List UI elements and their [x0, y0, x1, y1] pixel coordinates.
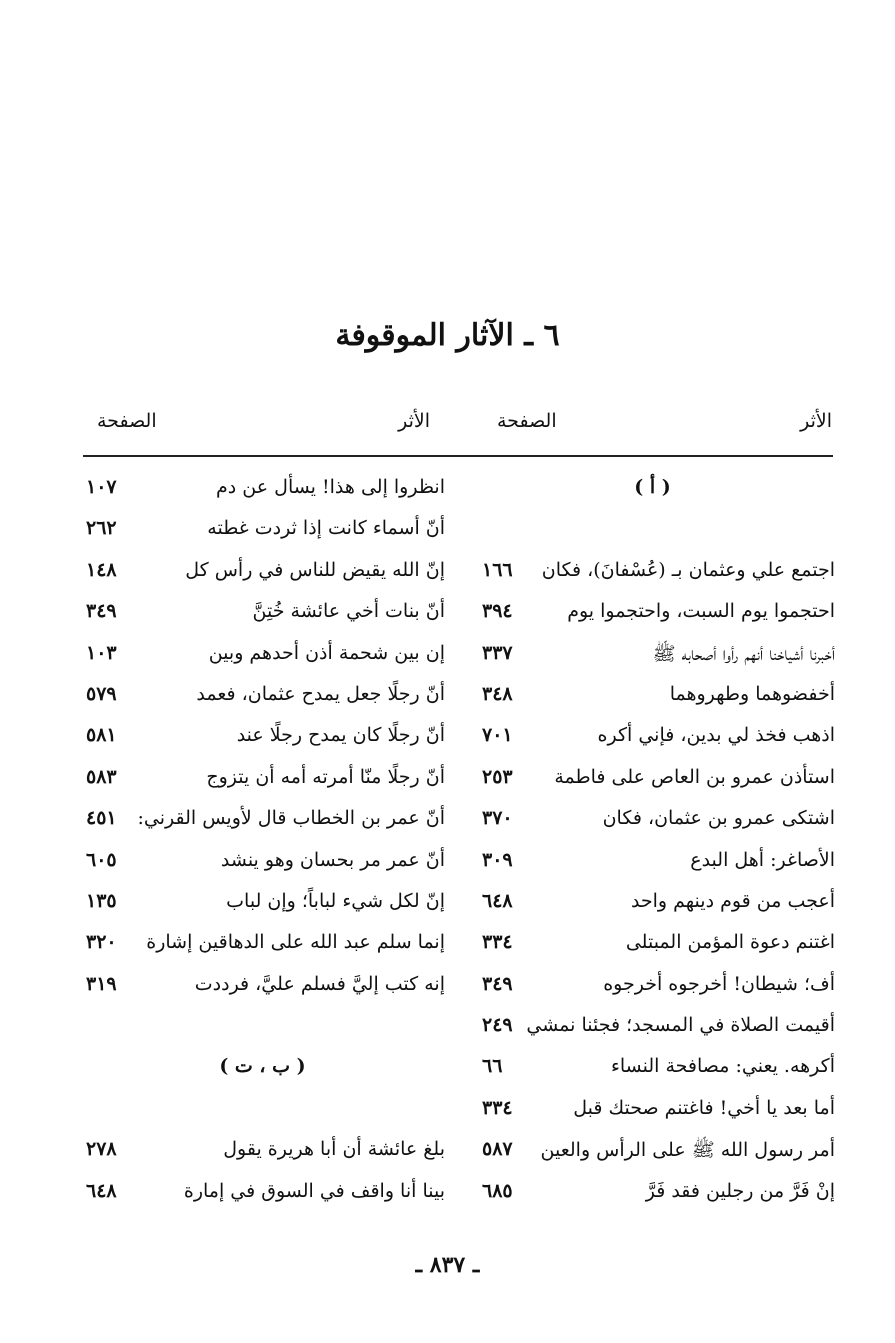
athar-text: بلغ عائشة أن أبا هريرة يقول — [223, 1138, 445, 1161]
page-title: ٦ ـ الآثار الموقوفة — [335, 318, 560, 353]
index-entry — [80, 594, 445, 635]
athar-text: أكرهه. يعني: مصافحة النساء — [610, 1055, 835, 1078]
athar-text: أقيمت الصلاة في المسجد؛ فجئنا نمشي — [526, 1014, 835, 1037]
page-ref: ٥٨١ — [86, 724, 117, 747]
index-entry — [80, 884, 445, 925]
index-entry — [470, 843, 835, 884]
index-entry — [80, 1132, 445, 1173]
index-entry — [80, 760, 445, 801]
index-entry — [470, 1008, 835, 1049]
page-ref: ٣٣٧ — [482, 641, 513, 664]
page-ref: ٣٩٤ — [482, 600, 513, 623]
blank-row — [80, 1008, 445, 1049]
header-right-athar: الأثر — [800, 410, 832, 432]
athar-text: إنّ لكل شيء لباباً؛ وإن لباب — [226, 889, 445, 912]
page-ref: ٣٠٩ — [482, 848, 513, 871]
page-number: ـ ٨٣٧ ـ — [415, 1252, 480, 1278]
index-entry — [470, 760, 835, 801]
letter-heading-row — [470, 470, 835, 511]
page-ref: ٣٧٠ — [482, 807, 513, 830]
index-entry — [80, 801, 445, 842]
index-entry — [80, 677, 445, 718]
page-ref: ٣٤٨ — [482, 682, 513, 705]
athar-text: إنما سلم عبد الله على الدهاقين إشارة — [146, 931, 445, 954]
letter-heading: ( ب ، ت ) — [219, 1055, 306, 1078]
athar-text: اشتكى عمرو بن عثمان، فكان — [602, 807, 835, 830]
athar-text: انظروا إلى هذا! يسأل عن دم — [216, 476, 445, 498]
index-entry — [80, 553, 445, 594]
index-entry — [80, 925, 445, 966]
page-ref: ٣٤٩ — [482, 972, 513, 995]
index-entry — [470, 594, 835, 635]
athar-text: أنّ عمر بن الخطاب قال لأويس القرني: — [137, 807, 445, 830]
index-entry — [470, 1049, 835, 1090]
index-entry — [470, 553, 835, 594]
page-ref: ٥٧٩ — [86, 682, 117, 705]
letter-heading: ( أ ) — [634, 476, 671, 498]
index-entry — [470, 1091, 835, 1132]
athar-text: أنّ رجلًا جعل يمدح عثمان، فعمد — [196, 682, 445, 705]
page-ref: ٣٤٩ — [86, 600, 117, 623]
athar-text: أنّ رجلًا منّا أمرته أمه أن يتزوج — [206, 765, 445, 788]
athar-text: استأذن عمرو بن العاص على فاطمة — [554, 765, 835, 788]
header-right-page: الصفحة — [497, 410, 557, 432]
index-entry — [470, 925, 835, 966]
athar-text: إنْ فَرَّ من رجلين فقد فَرَّ — [645, 1179, 835, 1202]
athar-text: إنه كتب إليَّ فسلم عليَّ، فرددت — [194, 972, 445, 995]
athar-text: أعجب من قوم دينهم واحد — [630, 889, 835, 912]
athar-text: أف؛ شيطان! أخرجوه أخرجوه — [603, 972, 835, 995]
athar-text: احتجموا يوم السبت، واحتجموا يوم — [567, 600, 835, 623]
page-ref: ٦٦ — [482, 1055, 503, 1078]
blank-row — [470, 511, 835, 552]
index-entry — [470, 884, 835, 925]
athar-text: بينا أنا واقف في السوق في إمارة — [183, 1179, 445, 1202]
page-ref: ٢٧٨ — [86, 1138, 117, 1161]
index-entry — [470, 1174, 835, 1215]
page-ref: ١٠٣ — [86, 641, 117, 664]
index-entry — [80, 470, 445, 511]
athar-text: أنّ بنات أخي عائشة خُتِنَّ — [252, 600, 445, 623]
blank-row — [80, 1091, 445, 1132]
header-rule — [83, 455, 833, 457]
index-entry — [470, 801, 835, 842]
page-ref: ٤٥١ — [86, 807, 117, 830]
athar-text: أنّ رجلًا كان يمدح رجلًا عند — [236, 724, 445, 747]
page-ref: ٦٠٥ — [86, 848, 117, 871]
index-entry — [470, 636, 835, 677]
right-column — [470, 470, 835, 1215]
athar-text: أخفضوهما وطهروهما — [669, 682, 835, 705]
athar-text: أمر رسول الله ﷺ على الرأس والعين — [540, 1139, 835, 1162]
page-ref: ١٤٨ — [86, 558, 117, 581]
athar-text: أنّ أسماء كانت إذا ثردت غطته — [207, 517, 445, 540]
index-entry — [470, 677, 835, 718]
page-ref: ٦٤٨ — [86, 1179, 117, 1202]
index-entry — [470, 718, 835, 759]
athar-text: أما بعد يا أخي! فاغتنم صحتك قبل — [573, 1096, 835, 1119]
page-ref: ٣١٩ — [86, 972, 117, 995]
letter-heading-row — [80, 1049, 445, 1090]
page-ref: ١٠٧ — [86, 476, 117, 498]
page-ref: ٦٨٥ — [482, 1179, 513, 1202]
header-left-athar: الأثر — [398, 410, 430, 432]
index-entry — [80, 843, 445, 884]
page-ref: ٥٨٣ — [86, 765, 117, 788]
index-entry — [80, 967, 445, 1008]
athar-text: الأصاغر: أهل البدع — [690, 848, 835, 871]
page-ref: ٢٥٣ — [482, 765, 513, 788]
athar-text: إن بين شحمة أذن أحدهم وبين — [208, 641, 445, 664]
page-ref: ٢٤٩ — [482, 1014, 513, 1037]
index-entry — [80, 511, 445, 552]
index-entry — [470, 967, 835, 1008]
athar-text: إنّ الله يقيض للناس في رأس كل — [185, 558, 445, 581]
index-entry — [80, 636, 445, 677]
athar-text: أنّ عمر مر بحسان وهو ينشد — [220, 848, 445, 871]
header-left-page: الصفحة — [97, 410, 157, 432]
index-entry — [80, 718, 445, 759]
page-ref: ١٣٥ — [86, 889, 117, 912]
athar-text: اذهب فخذ لي بدين، فإني أكره — [597, 724, 835, 747]
page-ref: ٣٢٠ — [86, 931, 117, 954]
athar-text: اجتمع علي وعثمان بـ (عُسْفانَ)، فكان — [541, 558, 835, 581]
athar-text: أخبرنا أشياخنا أنهم رأوا أصحابه ﷺ — [652, 642, 835, 665]
page-ref: ٥٨٧ — [482, 1138, 513, 1161]
index-entry — [80, 1174, 445, 1215]
left-column — [80, 470, 445, 1215]
page-ref: ٣٣٤ — [482, 1096, 513, 1119]
page-ref: ٦٤٨ — [482, 889, 513, 912]
page-ref: ٢٦٢ — [86, 517, 117, 540]
page-ref: ١٦٦ — [482, 558, 513, 581]
page-ref: ٣٣٤ — [482, 931, 513, 954]
page-ref: ٧٠١ — [482, 724, 513, 747]
athar-text: اغتنم دعوة المؤمن المبتلى — [625, 931, 835, 954]
index-entry — [470, 1132, 835, 1173]
